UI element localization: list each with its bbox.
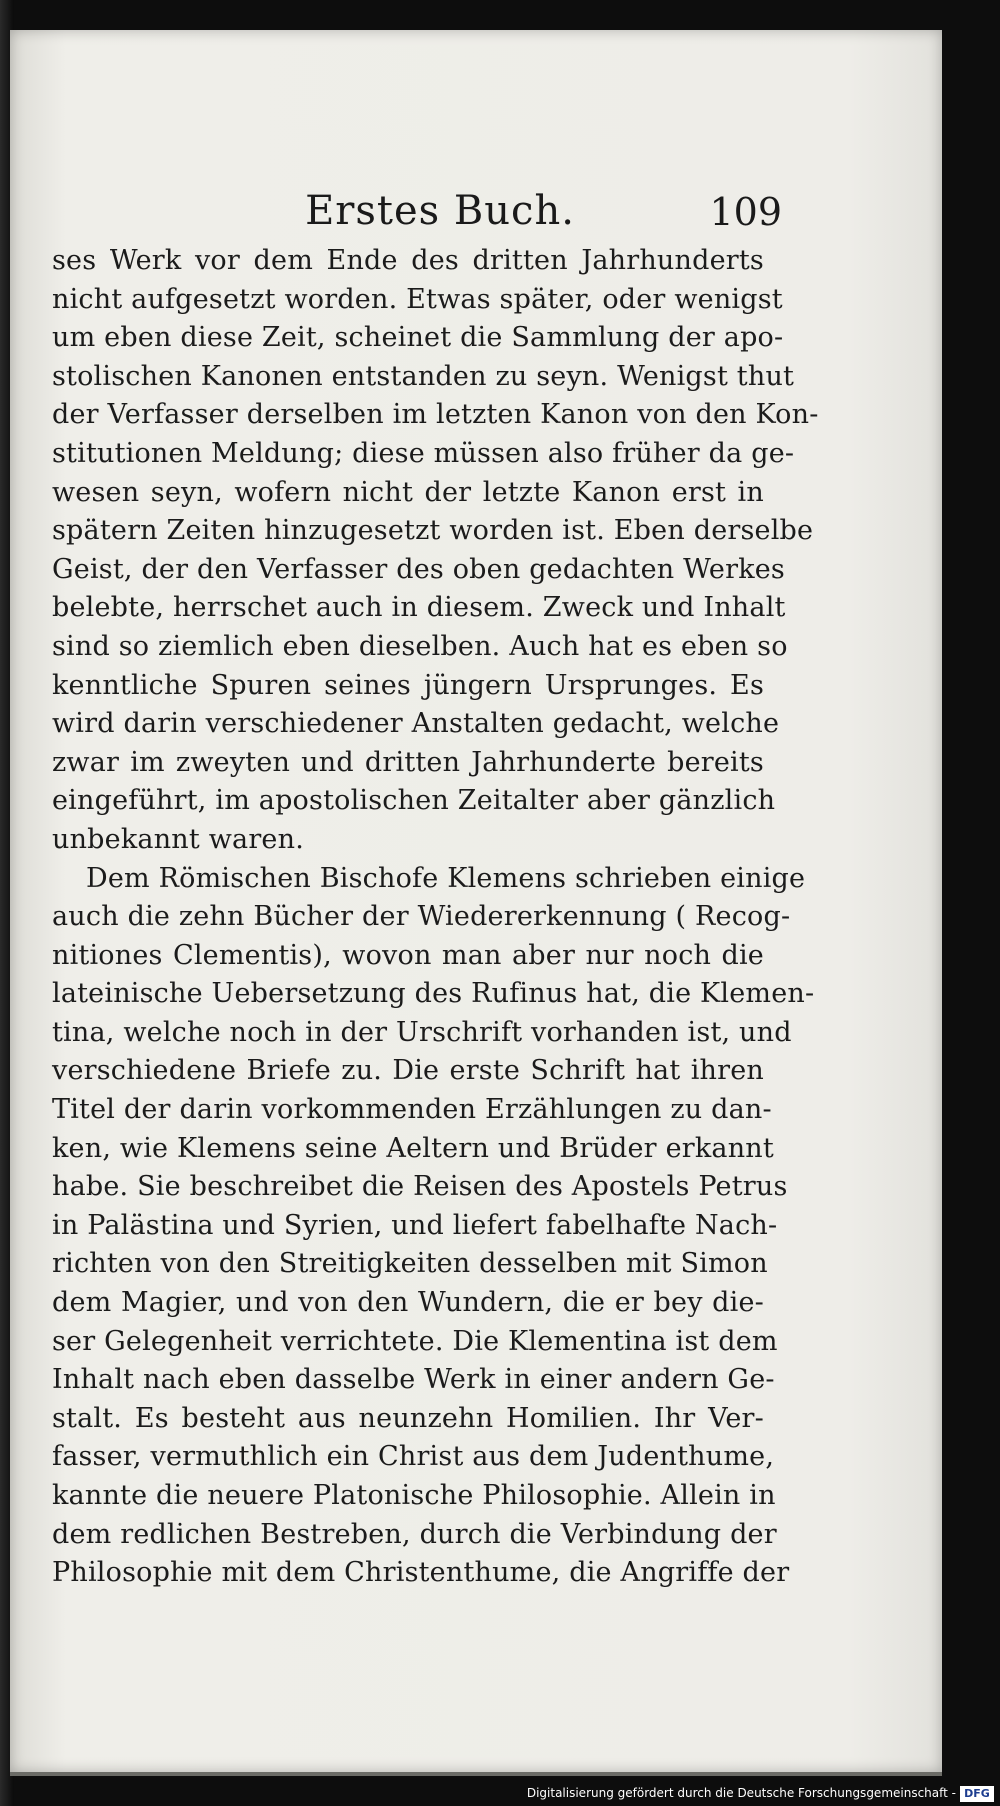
text-line: Dem Römischen Bischofe Klemens schrieben einige xyxy=(86,862,806,894)
page-lower-edge xyxy=(10,1772,942,1776)
running-head: Erstes Buch. xyxy=(305,188,575,234)
text-line: dem Magier, und von den Wundern, die er bey die- xyxy=(52,1287,764,1319)
text-line: stitutionen Meldung; diese müssen also früher da ge- xyxy=(52,437,795,469)
page-header xyxy=(50,180,782,244)
text-line: Inhalt nach eben dasselbe Werk in einer andern Ge- xyxy=(52,1364,775,1396)
text-line: richten von den Streitigkeiten desselben mit Simon xyxy=(52,1248,768,1280)
text-line: Geist, der den Verfasser des oben gedachten Werkes xyxy=(52,553,785,585)
page-number: 109 xyxy=(709,190,782,234)
body-text xyxy=(52,242,819,1593)
text-line: auch die zehn Bücher der Wiedererkennung ( Recog- xyxy=(52,901,791,933)
text-line: tina, welche noch in der Urschrift vorhanden ist, und xyxy=(52,1016,792,1048)
text-line: wesen seyn, wofern nicht der letzte Kanon erst in xyxy=(52,476,764,508)
text-line: stolischen Kanonen entstanden zu seyn. Wenigst thut xyxy=(52,360,795,392)
text-line: ses Werk vor dem Ende des dritten Jahrhunderts xyxy=(52,245,764,276)
text-line: zwar im zweyten und dritten Jahrhunderte bereits xyxy=(52,746,764,778)
text-line: dem redlichen Bestreben, durch die Verbindung der xyxy=(52,1518,777,1550)
text-line: fasser, vermuthlich ein Christ aus dem Judenthume, xyxy=(52,1441,775,1473)
text-line: belebte, herrschet auch in diesem. Zweck und Inhalt xyxy=(52,592,786,624)
text-line: nitiones Clementis), wovon man aber nur noch die xyxy=(52,939,764,971)
text-line: sind so ziemlich eben dieselben. Auch hat es eben so xyxy=(52,630,788,662)
text-line: wird darin verschiedener Anstalten gedacht, welche xyxy=(52,708,780,740)
text-line: in Palästina und Syrien, und liefert fabelhafte Nach- xyxy=(52,1209,778,1241)
paragraph-1 xyxy=(52,242,819,860)
text-line: kannte die neuere Platonische Philosophie. Allein in xyxy=(52,1480,776,1511)
text-line: um eben diese Zeit, scheinet die Sammlung der apo- xyxy=(52,322,784,354)
text-line: stalt. Es besteht aus neunzehn Homilien. Ihr Ver- xyxy=(52,1402,764,1434)
text-line: der Verfasser derselben im letzten Kanon von den Kon- xyxy=(52,399,819,431)
text-line: habe. Sie beschreibet die Reisen des Apostels Petrus xyxy=(52,1171,788,1203)
book-page xyxy=(10,30,942,1772)
text-line: eingeführt, im apostolischen Zeitalter aber gänzlich xyxy=(52,785,776,817)
text-line: Titel der darin vorkommenden Erzählungen zu dan- xyxy=(52,1094,772,1126)
text-line: ser Gelegenheit verrichtete. Die Klementina ist dem xyxy=(52,1325,778,1357)
text-line: unbekannt waren. xyxy=(52,823,304,855)
digitization-credit: Digitalisierung gefördert durch die Deutsche Forschungsgemeinschaft - xyxy=(526,1786,956,1800)
text-line: Philosophie mit dem Christenthume, die Angriffe der xyxy=(52,1557,790,1589)
text-line: ken, wie Klemens seine Aeltern und Brüder erkannt xyxy=(52,1132,774,1164)
text-line: verschiedene Briefe zu. Die erste Schrift hat ihren xyxy=(52,1055,764,1087)
paragraph-2 xyxy=(52,860,815,1593)
text-line: nicht aufgesetzt worden. Etwas später, oder wenigst xyxy=(52,283,783,315)
text-line: kenntliche Spuren seines jüngern Ursprunges. Es xyxy=(52,669,764,701)
text-line: spätern Zeiten hinzugesetzt worden ist. Eben derselbe xyxy=(52,515,814,547)
text-line: lateinische Uebersetzung des Rufinus hat, die Klemen- xyxy=(52,978,815,1010)
dfg-logo: DFG xyxy=(960,1786,994,1802)
